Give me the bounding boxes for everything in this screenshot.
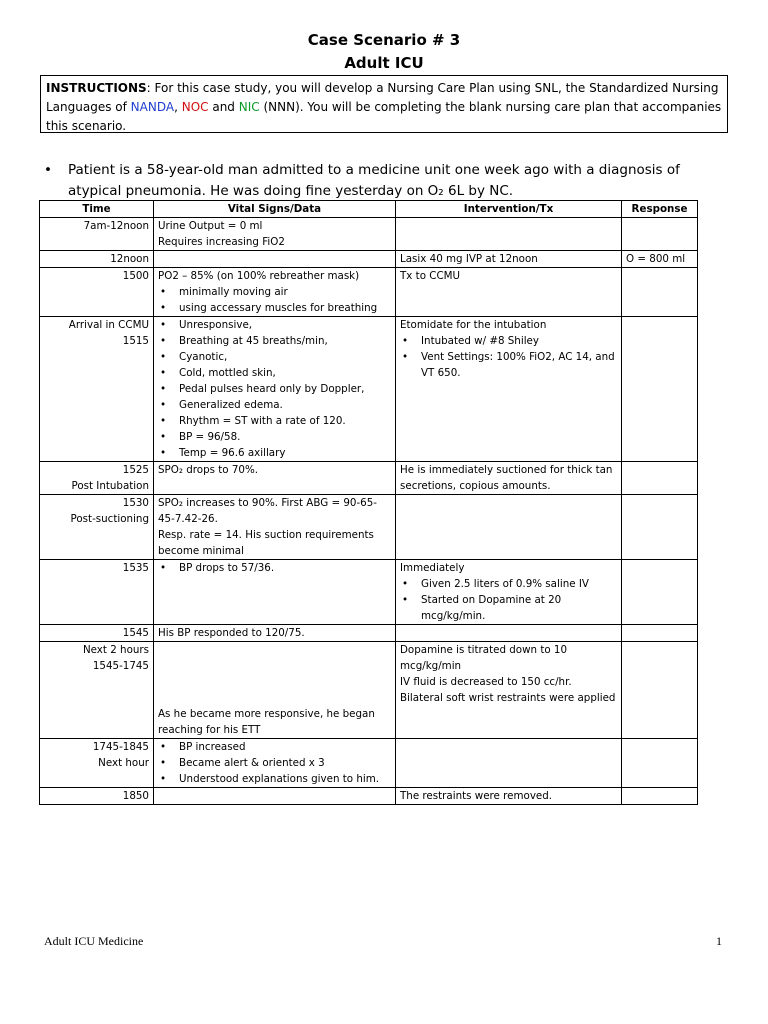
table-row	[40, 218, 698, 251]
vitals-text: Urine Output = 0 ml	[158, 220, 263, 232]
table-row	[40, 625, 698, 642]
time-text: Next 2 hours	[82, 644, 149, 656]
table-header-row	[40, 201, 698, 218]
intervention-text: Bilateral soft wrist restraints were applied	[400, 692, 616, 704]
response-cell	[622, 317, 698, 462]
list-item: • Vent Settings: 100% FiO2, AC 14, and VT 650.	[400, 349, 617, 381]
vitals-cell: As he became more responsive, he began reaching for his ETT	[154, 642, 396, 739]
time-text: Post-suctioning	[70, 513, 149, 525]
time-text: 1525	[122, 464, 149, 476]
response-cell	[622, 462, 698, 495]
page-title: Case Scenario # 3	[307, 31, 461, 49]
time-cell: 1850	[40, 788, 154, 805]
list-item: • Started on Dopamine at 20 mcg/kg/min.	[400, 592, 617, 624]
intervention-cell: Lasix 40 mg IVP at 12noon	[396, 251, 622, 268]
intervention-text: Immediately	[400, 562, 465, 574]
footer-document-name: Adult ICU Medicine	[44, 934, 144, 948]
vitals-cell: His BP responded to 120/75.	[154, 625, 396, 642]
vitals-cell	[154, 268, 396, 317]
response-cell	[622, 218, 698, 251]
response-cell	[622, 625, 698, 642]
list-item: • Intubated w/ #8 Shiley	[400, 333, 617, 349]
list-item: • Cold, mottled skin,	[158, 365, 391, 381]
vitals-cell	[154, 317, 396, 462]
vitals-text: SPO₂ increases to 90%. First ABG = 90-65-45-7.42-26.	[158, 497, 377, 525]
list-item: • Temp = 96.6 axillary	[158, 445, 391, 461]
separator-text: and	[208, 100, 239, 114]
vitals-text: PO2 – 85% (on 100% rebreather mask)	[158, 270, 360, 282]
time-cell: 1535	[40, 560, 154, 625]
list-item: • BP increased	[158, 739, 391, 755]
intervention-cell: The restraints were removed.	[396, 788, 622, 805]
header-intervention: Intervention/Tx	[396, 201, 622, 218]
vitals-cell: SPO₂ drops to 70%.	[154, 462, 396, 495]
list-item: • using accessary muscles for breathing	[158, 300, 391, 316]
time-cell	[40, 317, 154, 462]
header-vitals: Vital Signs/Data	[154, 201, 396, 218]
intervention-cell	[396, 560, 622, 625]
list-item: • Cyanotic,	[158, 349, 391, 365]
intervention-list	[400, 576, 617, 624]
header-response: Response	[622, 201, 698, 218]
table-row	[40, 317, 698, 462]
response-cell	[622, 495, 698, 560]
vitals-list	[158, 739, 391, 787]
instructions-label: INSTRUCTIONS	[46, 81, 147, 95]
list-item: • Breathing at 45 breaths/min,	[158, 333, 391, 349]
table-row	[40, 788, 698, 805]
vitals-text: Requires increasing FiO2	[158, 236, 285, 248]
time-text: Post Intubation	[71, 480, 149, 492]
table-row	[40, 268, 698, 317]
vitals-cell	[154, 788, 396, 805]
time-cell	[40, 642, 154, 739]
page-subtitle: Adult ICU	[344, 54, 424, 72]
list-item: • Generalized edema.	[158, 397, 391, 413]
intervention-cell: He is immediately suctioned for thick tan secretions, copious amounts.	[396, 462, 622, 495]
time-text: 1745-1845	[92, 741, 149, 753]
nic-term: NIC	[238, 100, 260, 114]
time-cell	[40, 462, 154, 495]
table-row	[40, 462, 698, 495]
intervention-text: Dopamine is titrated down to 10 mcg/kg/min	[400, 644, 568, 672]
list-item: • Became alert & oriented x 3	[158, 755, 391, 771]
time-cell: 12noon	[40, 251, 154, 268]
intervention-text: Etomidate for the intubation	[400, 319, 547, 331]
time-text: 1545-1745	[92, 660, 149, 672]
response-cell	[622, 788, 698, 805]
time-text: 1530	[122, 497, 149, 509]
list-item: • Understood explanations given to him.	[158, 771, 391, 787]
intervention-cell	[396, 495, 622, 560]
list-item: • BP = 96/58.	[158, 429, 391, 445]
response-cell	[622, 642, 698, 739]
instructions-text: : For this case study, you will develop a Nursing Care Plan using SNL, the Standardized Nursing Languages of	[46, 81, 719, 114]
time-cell: 7am-12noon	[40, 218, 154, 251]
footer-page-number: 1	[716, 934, 722, 948]
time-cell: 1500	[40, 268, 154, 317]
intervention-text: IV fluid is decreased to 150 cc/hr.	[400, 676, 572, 688]
nanda-term: NANDA	[130, 100, 175, 114]
list-item: • Given 2.5 liters of 0.9% saline IV	[400, 576, 617, 592]
time-text: Arrival in CCMU	[68, 319, 149, 331]
time-text: Next hour	[98, 757, 149, 769]
table-row	[40, 739, 698, 788]
list-item: • Pedal pulses heard only by Doppler,	[158, 381, 391, 397]
bullet-icon: •	[44, 162, 52, 178]
list-item: • minimally moving air	[158, 284, 391, 300]
vitals-list	[158, 317, 391, 461]
vitals-cell	[154, 251, 396, 268]
response-cell	[622, 560, 698, 625]
intervention-cell	[396, 739, 622, 788]
intervention-cell	[396, 625, 622, 642]
table-row	[40, 495, 698, 560]
vitals-cell	[154, 218, 396, 251]
scenario-table	[39, 200, 698, 805]
time-cell	[40, 739, 154, 788]
time-cell: 1545	[40, 625, 154, 642]
vitals-cell	[154, 495, 396, 560]
intervention-cell: Tx to CCMU	[396, 268, 622, 317]
response-cell: O = 800 ml	[622, 251, 698, 268]
time-cell	[40, 495, 154, 560]
instructions-box	[40, 75, 728, 133]
intervention-list	[400, 333, 617, 381]
list-item: • BP drops to 57/36.	[158, 560, 391, 576]
intervention-cell	[396, 317, 622, 462]
header-time: Time	[40, 201, 154, 218]
vitals-cell	[154, 560, 396, 625]
response-cell	[622, 739, 698, 788]
instructions-text-end: (NNN). You will be completing the blank nursing care plan that accompanies this scenario.	[46, 100, 722, 133]
vitals-list	[158, 284, 391, 316]
intervention-cell	[396, 218, 622, 251]
table-row	[40, 251, 698, 268]
vitals-list	[158, 560, 391, 576]
table-row	[40, 642, 698, 739]
table-row	[40, 560, 698, 625]
list-item: • Rhythm = ST with a rate of 120.	[158, 413, 391, 429]
separator-text: ,	[174, 100, 182, 114]
intervention-cell	[396, 642, 622, 739]
time-text: 1515	[122, 335, 149, 347]
noc-term: NOC	[181, 100, 209, 114]
response-cell	[622, 268, 698, 317]
vitals-text: Resp. rate = 14. His suction requirements become minimal	[158, 529, 374, 557]
patient-summary-text: Patient is a 58-year-old man admitted to a medicine unit one week ago with a diagnosis of atypical pneumonia. He was doing fine yesterday on O₂ 6L by NC.	[68, 162, 680, 199]
list-item: • Unresponsive,	[158, 317, 391, 333]
vitals-cell	[154, 739, 396, 788]
